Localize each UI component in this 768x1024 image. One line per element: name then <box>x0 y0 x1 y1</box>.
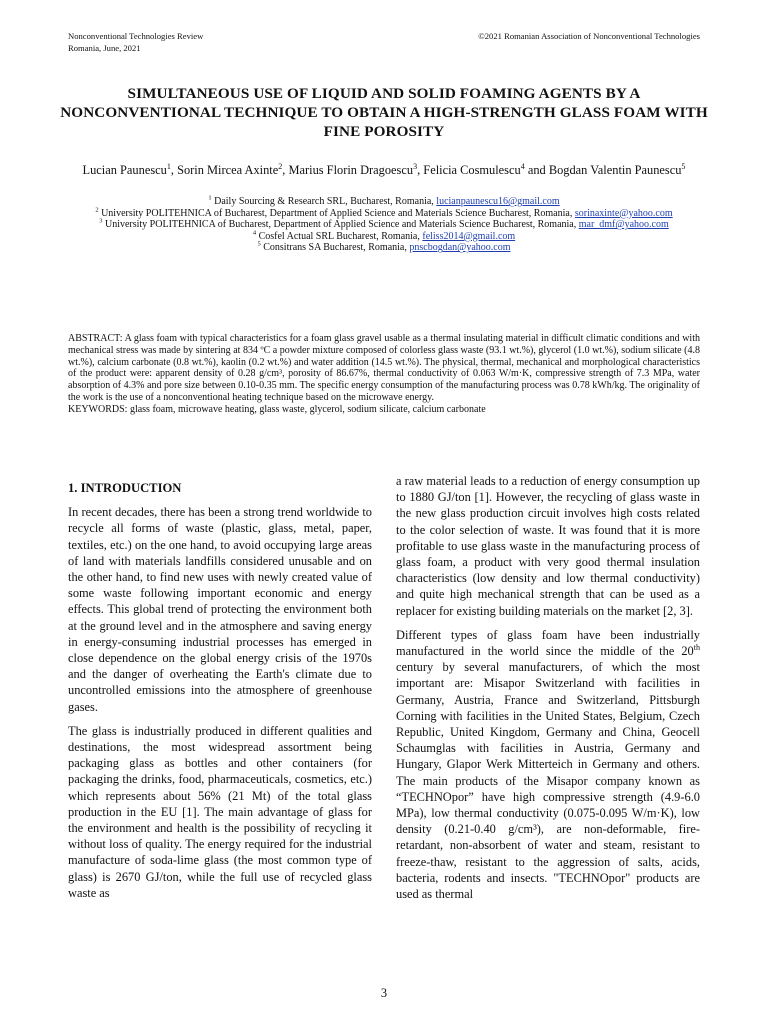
affiliation-number: 2 <box>95 206 99 214</box>
copyright-notice: ©2021 Romanian Association of Nonconventional Technologies <box>478 31 700 41</box>
running-header-right <box>478 30 700 42</box>
affiliation-marker: 2 <box>278 161 283 171</box>
affiliation-line <box>80 219 688 231</box>
affiliation-line <box>80 208 688 220</box>
running-header-left <box>68 30 203 54</box>
author-separator: , <box>417 163 424 177</box>
author-list <box>80 163 688 179</box>
author-name: Marius Florin Dragoescu <box>288 163 414 177</box>
affiliation-list <box>80 196 688 254</box>
author-name: Bogdan Valentin Paunescu <box>548 163 682 177</box>
affiliation-text: Consitrans SA Bucharest, Romania, <box>260 242 410 254</box>
paragraph: The glass is industrially produced in different qualities and destinations, the most widespread assortment being packaging glass as bottles and other containers (for packaging the drinks, food, pharmaceuticals, cosmetics, etc.) which represents about 56% (21 Mt) of the total glass production in the EU [1]. The main advantage of glass for the environment and health is the possibility of recycling it without loss of quality. The energy required for the industrial manufacture of soda-lime glass (the most common type of glass) is 2670 GJ/ton, while the full use of recycled glass waste as <box>68 723 372 900</box>
affiliation-line <box>80 242 688 254</box>
affiliation-marker: 3 <box>413 161 418 171</box>
email-link[interactable]: mar_dmf@yahoo.com <box>578 219 669 231</box>
affiliation-line <box>80 231 688 243</box>
left-column <box>68 478 372 909</box>
affiliation-text: University POLITEHNICA of Bucharest, Department of Applied Science and Materials Science Bucharest, Romania, <box>98 207 575 219</box>
paper-title: SIMULTANEOUS USE OF LIQUID AND SOLID FOAMING AGENTS BY A NONCONVENTIONAL TECHNIQUE TO OBTAIN A HIGH-STRENGTH GLASS FOAM WITH FINE POROSITY <box>60 85 708 140</box>
affiliation-line <box>80 196 688 208</box>
author-separator: , <box>282 163 289 177</box>
abstract-text: ABSTRACT: A glass foam with typical characteristics for a foam glass gravel usable as a thermal insulating material in difficult climatic conditions and with mechanical stress was made by sintering at 834 ºC a powder mixture composed of colorless glass waste (93.1 wt.%), glycerol (1.0 wt.%), sodium silicate (4.8 wt.%), calcium carbonate (0.8 wt.%), kaolin (0.2 wt.%) and water addition (14.5 wt.%). The physical, thermal, mechanical and morphological characteristics of the product were: apparent density of 0.28 g/cm³, porosity of 86.67%, thermal conductivity of 0.063 W/m·K, compressive strength of 7.3 MPa, water absorption of 4.3% and pore size between 0.10-0.35 mm. The specific energy consumption of the manufacturing process was 0.78 kWh/kg. The originality of the work is the use of a nonconventional heating technique based on the microwave energy. <box>68 333 700 403</box>
author-name: Sorin Mircea Axinte <box>177 163 279 177</box>
affiliation-text: University POLITEHNICA of Bucharest, Department of Applied Science and Materials Science Bucharest, Romania, <box>102 219 579 231</box>
paragraph: In recent decades, there has been a strong trend worldwide to recycle all forms of waste (plastic, glass, metal, paper, textiles, etc.) on the one hand, to avoid occupying large areas of land with materials landfills considered unusable and on the other hand, to find new uses with newly created value of some waste following important economic and energy effects. This global trend of protecting the environment both at the ground level and in the atmosphere and saving energy in energy-consuming industrial processes has emerged in close dependence on the global energy crisis of the 1970s and the danger of overheating the Earth's climate due to uncontrolled emissions into the atmosphere of greenhouse gases. <box>68 505 372 714</box>
affiliation-number: 1 <box>208 194 212 202</box>
journal-name: Nonconventional Technologies Review <box>68 31 204 41</box>
email-link[interactable]: lucianpaunescu16@gmail.com <box>436 196 560 207</box>
right-column <box>396 473 700 910</box>
paragraph: Different types of glass foam have been industrially manufactured in the world since the middle of the 20th century by several manufacturers, of which the most important are: Misapor Switzerland with facilities in Germany, Austria, France and Switzerland, Pittsburgh Corning with facilities in the United States, Belgium, Czech Republic, United Kingdom, Germany and China, Geocell Schaumglas with facilities in Austria, Germany and Hungary, Glapor Werk Mitterteich in Germany and others. The main products of the Misapor company known as “TECHNOpor” have high compressive strength (4.9-6.0 MPa), low thermal conductivity (0.075-0.095 W/m·K), low density (0.21-0.40 g/cm³), are non-deformable, fire-retardant, non-absorbent of water and steam, resistant to freeze-thaw, resistant to the aggression of salts, acids, bacteria, rodents and insects. "TECHNOpor" products are used as thermal <box>396 627 700 902</box>
email-link[interactable]: feliss2014@gmail.com <box>422 230 516 242</box>
affiliation-text: Daily Sourcing & Research SRL, Bucharest, Romania, <box>211 196 437 207</box>
affiliation-text: Cosfel Actual SRL Bucharest, Romania, <box>256 230 423 242</box>
email-link[interactable]: pnscbogdan@yahoo.com <box>409 242 511 254</box>
author-separator: and <box>524 163 549 177</box>
page-number: 3 <box>380 986 388 1000</box>
abstract-block <box>68 333 700 416</box>
affiliation-number: 4 <box>252 229 257 237</box>
author-name: Lucian Paunescu <box>82 163 167 177</box>
affiliation-number: 5 <box>257 241 261 249</box>
affiliation-marker: 1 <box>166 161 171 171</box>
author-name: Felicia Cosmulescu <box>423 163 521 177</box>
author-separator: , <box>170 163 178 177</box>
ordinal-suffix: th <box>693 642 700 652</box>
paragraph: a raw material leads to a reduction of energy consumption up to 1880 GJ/ton [1]. However, the recycling of glass waste in the new glass production circuit involves high costs related to the color selection of waste. It was found that it is more profitable to use glass waste in the manufacturing process of glass foam, a product with very good thermal insulation characteristics (low density and low thermal conductivity) and quite high mechanical strength that can be used as a replacer for existing building materials on the market [2, 3]. <box>396 474 700 618</box>
section-heading-introduction: 1. INTRODUCTION <box>68 481 182 495</box>
keywords-text: KEYWORDS: glass foam, microwave heating, glass waste, glycerol, sodium silicate, calcium carbonate <box>68 403 486 415</box>
affiliation-marker: 5 <box>681 161 686 171</box>
email-link[interactable]: sorinaxinte@yahoo.com <box>574 207 673 219</box>
affiliation-number: 3 <box>99 217 103 225</box>
journal-location-date: Romania, June, 2021 <box>68 43 141 53</box>
affiliation-marker: 4 <box>520 161 525 171</box>
